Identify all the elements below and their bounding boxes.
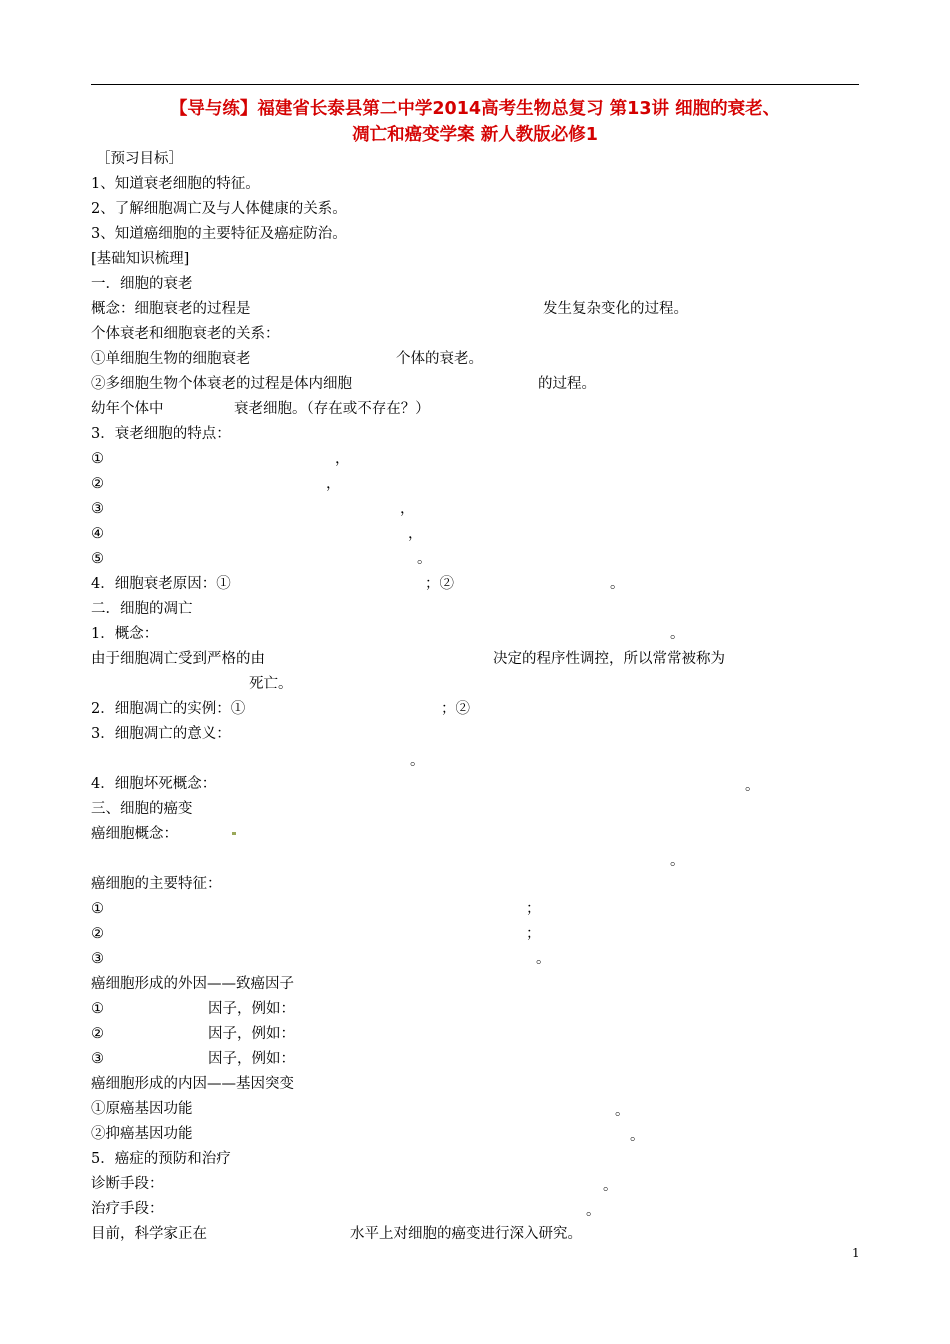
text-line: 诊断手段：	[91, 1176, 164, 1192]
text-line: 3．衰老细胞的特点：	[91, 426, 231, 442]
text-line: 1．概念：	[91, 626, 159, 642]
text-line: 决定的程序性调控，所以常常被称为	[493, 651, 725, 667]
text-line: ③	[91, 951, 104, 967]
text-line: ；②	[425, 576, 454, 592]
text-line: 水平上对细胞的癌变进行深入研究。	[350, 1226, 582, 1242]
text-line: 三、细胞的癌变	[91, 801, 193, 817]
text-line: 1、知道衰老细胞的特征。	[91, 176, 260, 192]
text-line: 3、知道癌细胞的主要特征及癌症防治。	[91, 226, 347, 242]
text-line: 。	[586, 1203, 601, 1219]
text-line: 癌细胞概念：	[91, 826, 178, 842]
text-line: ③	[91, 1051, 104, 1067]
text-line: 。	[410, 753, 425, 769]
small-mark	[232, 832, 236, 835]
text-line: 因子，例如：	[208, 1051, 295, 1067]
text-line: ②	[91, 476, 104, 492]
text-line: ，	[335, 451, 350, 467]
text-line: 2．细胞凋亡的实例：①	[91, 701, 246, 717]
text-line: ①单细胞生物的细胞衰老	[91, 351, 251, 367]
text-line: ⑤	[91, 551, 104, 567]
text-line: 癌细胞形成的外因——致癌因子	[91, 976, 294, 992]
text-line: 发生复杂变化的过程。	[543, 301, 688, 317]
page-number: 1	[852, 1246, 860, 1260]
text-line: 目前，科学家正在	[91, 1226, 207, 1242]
text-line: ；②	[441, 701, 470, 717]
text-line: 死亡。	[249, 676, 293, 692]
text-line: 5．癌症的预防和治疗	[91, 1151, 231, 1167]
text-line: ；	[526, 901, 541, 917]
text-line: 3．细胞凋亡的意义：	[91, 726, 231, 742]
text-line: 。	[610, 576, 625, 592]
header-rule	[91, 84, 859, 85]
text-line: 2、了解细胞凋亡及与人体健康的关系。	[91, 201, 347, 217]
text-line: 一．细胞的衰老	[91, 276, 193, 292]
text-line: ②多细胞生物个体衰老的过程是体内细胞	[91, 376, 352, 392]
document-title	[91, 96, 859, 148]
text-line: 因子，例如：	[208, 1001, 295, 1017]
text-line: ［预习目标］	[96, 151, 183, 167]
text-line: 概念：细胞衰老的过程是	[91, 301, 251, 317]
text-line: ①原癌基因功能	[91, 1101, 193, 1117]
text-line: 。	[745, 778, 760, 794]
text-line: [基础知识梳理]	[91, 251, 190, 267]
text-line: 癌细胞的主要特征：	[91, 876, 222, 892]
text-line: 。	[603, 1178, 618, 1194]
text-line: 衰老细胞。（存在或不存在？）	[234, 401, 430, 417]
text-line: 治疗手段：	[91, 1201, 164, 1217]
title-line-1: 【导与练】福建省长泰县第二中学2014高考生物总复习 第13讲 细胞的衰老、	[169, 99, 781, 119]
text-line: 的过程。	[538, 376, 596, 392]
text-line: 。	[670, 626, 685, 642]
text-line: ；	[526, 926, 541, 942]
text-line: 。	[417, 551, 432, 567]
text-line: 个体衰老和细胞衰老的关系：	[91, 326, 280, 342]
text-line: 4．细胞坏死概念：	[91, 776, 217, 792]
text-line: 。	[615, 1103, 630, 1119]
text-line: 因子，例如：	[208, 1026, 295, 1042]
text-line: 由于细胞凋亡受到严格的由	[91, 651, 265, 667]
text-line: ③	[91, 501, 104, 517]
text-line: ，	[400, 501, 415, 517]
text-line: ，	[408, 526, 423, 542]
text-line: ①	[91, 1001, 104, 1017]
text-line: ②	[91, 926, 104, 942]
text-line: 。	[536, 951, 551, 967]
text-line: 。	[630, 1128, 645, 1144]
text-line: ②抑癌基因功能	[91, 1126, 193, 1142]
text-line: 个体的衰老。	[396, 351, 483, 367]
title-line-2: 凋亡和癌变学案 新人教版必修1	[352, 125, 598, 145]
text-line: 幼年个体中	[91, 401, 164, 417]
text-line: 二．细胞的凋亡	[91, 601, 193, 617]
text-line: ④	[91, 526, 104, 542]
text-line: ②	[91, 1026, 104, 1042]
text-line: 。	[670, 853, 685, 869]
text-line: 癌细胞形成的内因——基因突变	[91, 1076, 294, 1092]
text-line: ，	[326, 476, 341, 492]
text-line: ①	[91, 451, 104, 467]
text-line: ①	[91, 901, 104, 917]
text-line: 4．细胞衰老原因：①	[91, 576, 231, 592]
